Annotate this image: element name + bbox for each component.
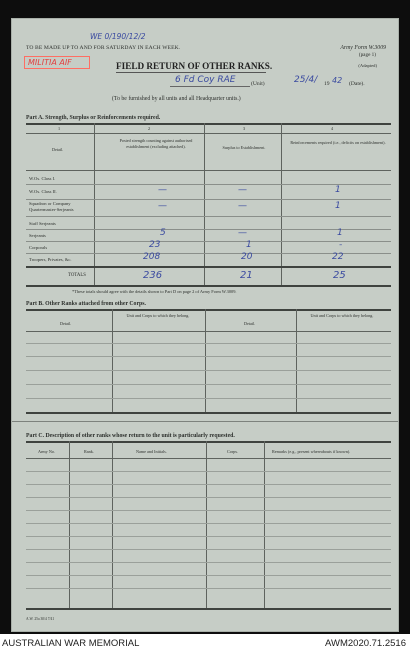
part-a-top-rule	[26, 123, 391, 125]
cqms-posted: —	[158, 201, 167, 211]
part-c-heading: Part C. Description of other ranks whose return to the unit is particularly requested.	[26, 433, 235, 439]
part-b-row-rule	[26, 343, 391, 344]
furnish-instruction: (To be furnished by all units and all Headquarter units.)	[112, 96, 241, 102]
totals-top-rule	[26, 266, 391, 268]
part-c-row-rule	[26, 536, 391, 537]
year-handwritten: 42	[332, 76, 343, 85]
part-c-row-rule	[26, 549, 391, 550]
part-b-col-detail: Detail.	[60, 321, 72, 326]
part-b-col-unit: Unit and Corps to which they belong.	[126, 313, 190, 318]
unit-handwritten: 6 Fd Coy RAE	[175, 75, 236, 85]
print-code: A.W. 25a 30/4 7/41	[26, 617, 55, 621]
part-b-row-rule	[26, 384, 391, 385]
totals-surplus: 21	[240, 270, 253, 281]
col-header-posted: Posted strength counting against authorised establishment (excluding attached).	[119, 138, 193, 149]
row-label-staff-serjeants: Staff Serjeants	[29, 221, 56, 226]
totals-label: TOTALS	[68, 273, 86, 278]
col-number: 4	[331, 126, 334, 131]
part-c-divider	[69, 441, 70, 609]
adapted-note: (Adapted)	[358, 63, 377, 68]
part-c-row-rule	[26, 588, 391, 589]
part-c-col-army-no: Army No.	[38, 449, 55, 454]
wo2-posted: —	[158, 185, 167, 195]
serjeants-posted: 5	[160, 228, 166, 238]
part-c-col-name: Name and Initials.	[136, 449, 167, 454]
part-c-row-rule	[26, 562, 391, 563]
row-label-cqms: Squadron or Company Quartermaster-Serjeants	[29, 201, 74, 212]
col-number: 1	[58, 126, 61, 131]
troopers-reinforcements: 22	[332, 252, 344, 262]
part-b-top-rule	[26, 309, 391, 311]
part-c-col-remarks: Remarks (e.g., present whereabouts if known).	[272, 449, 351, 454]
totals-posted: 236	[143, 270, 163, 281]
totals-note: *These totals should agree with the details shown to Part D on page 2 of Army Form W.3009.	[72, 289, 237, 294]
part-a-heading: Part A. Strength, Surplus or Reinforcements required.	[26, 115, 161, 121]
part-c-header-rule	[26, 458, 391, 459]
row-label-wo2: W.Os. Class II.	[29, 189, 57, 194]
form-title: FIELD RETURN OF OTHER RANKS.	[116, 61, 273, 71]
part-b-col-unit: Unit and Corps to which they belong.	[310, 313, 374, 318]
col-number: 3	[243, 126, 246, 131]
part-c-divider	[112, 441, 113, 609]
cqms-reinforcements: 1	[335, 201, 341, 211]
date-label: (Date).	[349, 81, 365, 87]
part-b-heading: Part B. Other Ranks attached from other Corps.	[26, 301, 146, 307]
part-b-bottom-rule	[26, 412, 391, 414]
title-underline	[116, 72, 266, 73]
col-divider	[281, 123, 282, 286]
part-c-row-rule	[26, 575, 391, 576]
corporals-reinforcements: -	[339, 240, 343, 250]
part-c-row-rule	[26, 497, 391, 498]
row-label-troopers: Troopers, Privates, &c.	[29, 257, 72, 262]
col-header-surplus: Surplus to Establishment.	[222, 145, 266, 150]
perforation-line	[12, 421, 398, 422]
col-divider	[204, 123, 205, 286]
part-b-row-rule	[26, 356, 391, 357]
wo2-reinforcements: 1	[335, 185, 341, 195]
row-rule	[26, 199, 391, 200]
row-rule	[26, 216, 391, 217]
row-label-corporals: Corporals	[29, 245, 48, 250]
part-c-divider	[206, 441, 207, 609]
col-number-rule	[26, 133, 391, 134]
col-header-reinforcements: Reinforcements required (i.e., deficits on establishment).	[290, 140, 386, 145]
militia-stamp: MILITIA AIF	[24, 56, 90, 69]
row-label-serjeants: Serjeants	[29, 233, 46, 238]
form-sheet	[11, 18, 399, 632]
troopers-surplus: 20	[241, 252, 253, 262]
cqms-surplus: —	[238, 201, 247, 211]
part-c-col-corps: Corps.	[227, 449, 239, 454]
part-c-bottom-rule	[26, 608, 391, 610]
corporals-posted: 23	[149, 240, 161, 250]
col-number: 2	[148, 126, 151, 131]
row-label-wo1: W.Os. Class I.	[29, 176, 56, 181]
serjeants-reinforcements: 1	[337, 228, 343, 238]
col-header-detail: Detail.	[52, 147, 64, 152]
part-b-header-rule	[26, 331, 391, 332]
part-c-row-rule	[26, 471, 391, 472]
part-b-row-rule	[26, 370, 391, 371]
date-handwritten: 25/4/	[294, 75, 318, 85]
wo2-surplus: —	[238, 185, 247, 195]
part-c-row-rule	[26, 484, 391, 485]
row-rule	[26, 241, 391, 242]
part-c-col-rank: Rank.	[84, 449, 94, 454]
part-c-row-rule	[26, 523, 391, 524]
header-rule	[26, 170, 391, 171]
part-b-col-detail: Detail.	[244, 321, 256, 326]
footer-institution: AUSTRALIAN WAR MEMORIAL	[2, 638, 140, 649]
part-c-top-rule	[26, 441, 391, 443]
corporals-surplus: 1	[246, 240, 252, 250]
form-number: Army Form W.3009	[340, 45, 386, 51]
part-c-row-rule	[26, 510, 391, 511]
footer-accession-number: AWM2020.71.2516	[325, 638, 406, 649]
part-b-row-rule	[26, 398, 391, 399]
totals-reinforcements: 25	[333, 270, 346, 281]
unit-line	[170, 86, 250, 87]
handwritten-reference: WE 0/190/12/2	[90, 32, 146, 41]
totals-bottom-rule	[26, 285, 391, 287]
form-page: (page 1)	[358, 52, 376, 58]
serjeants-surplus: —	[238, 228, 247, 238]
archive-footer	[0, 634, 410, 653]
unit-label: (Unit)	[251, 81, 265, 87]
part-c-divider	[264, 441, 265, 609]
year-prefix: 19	[324, 81, 330, 87]
made-up-instruction: TO BE MADE UP TO AND FOR SATURDAY IN EACH WEEK.	[26, 45, 181, 51]
troopers-posted: 208	[143, 252, 161, 262]
